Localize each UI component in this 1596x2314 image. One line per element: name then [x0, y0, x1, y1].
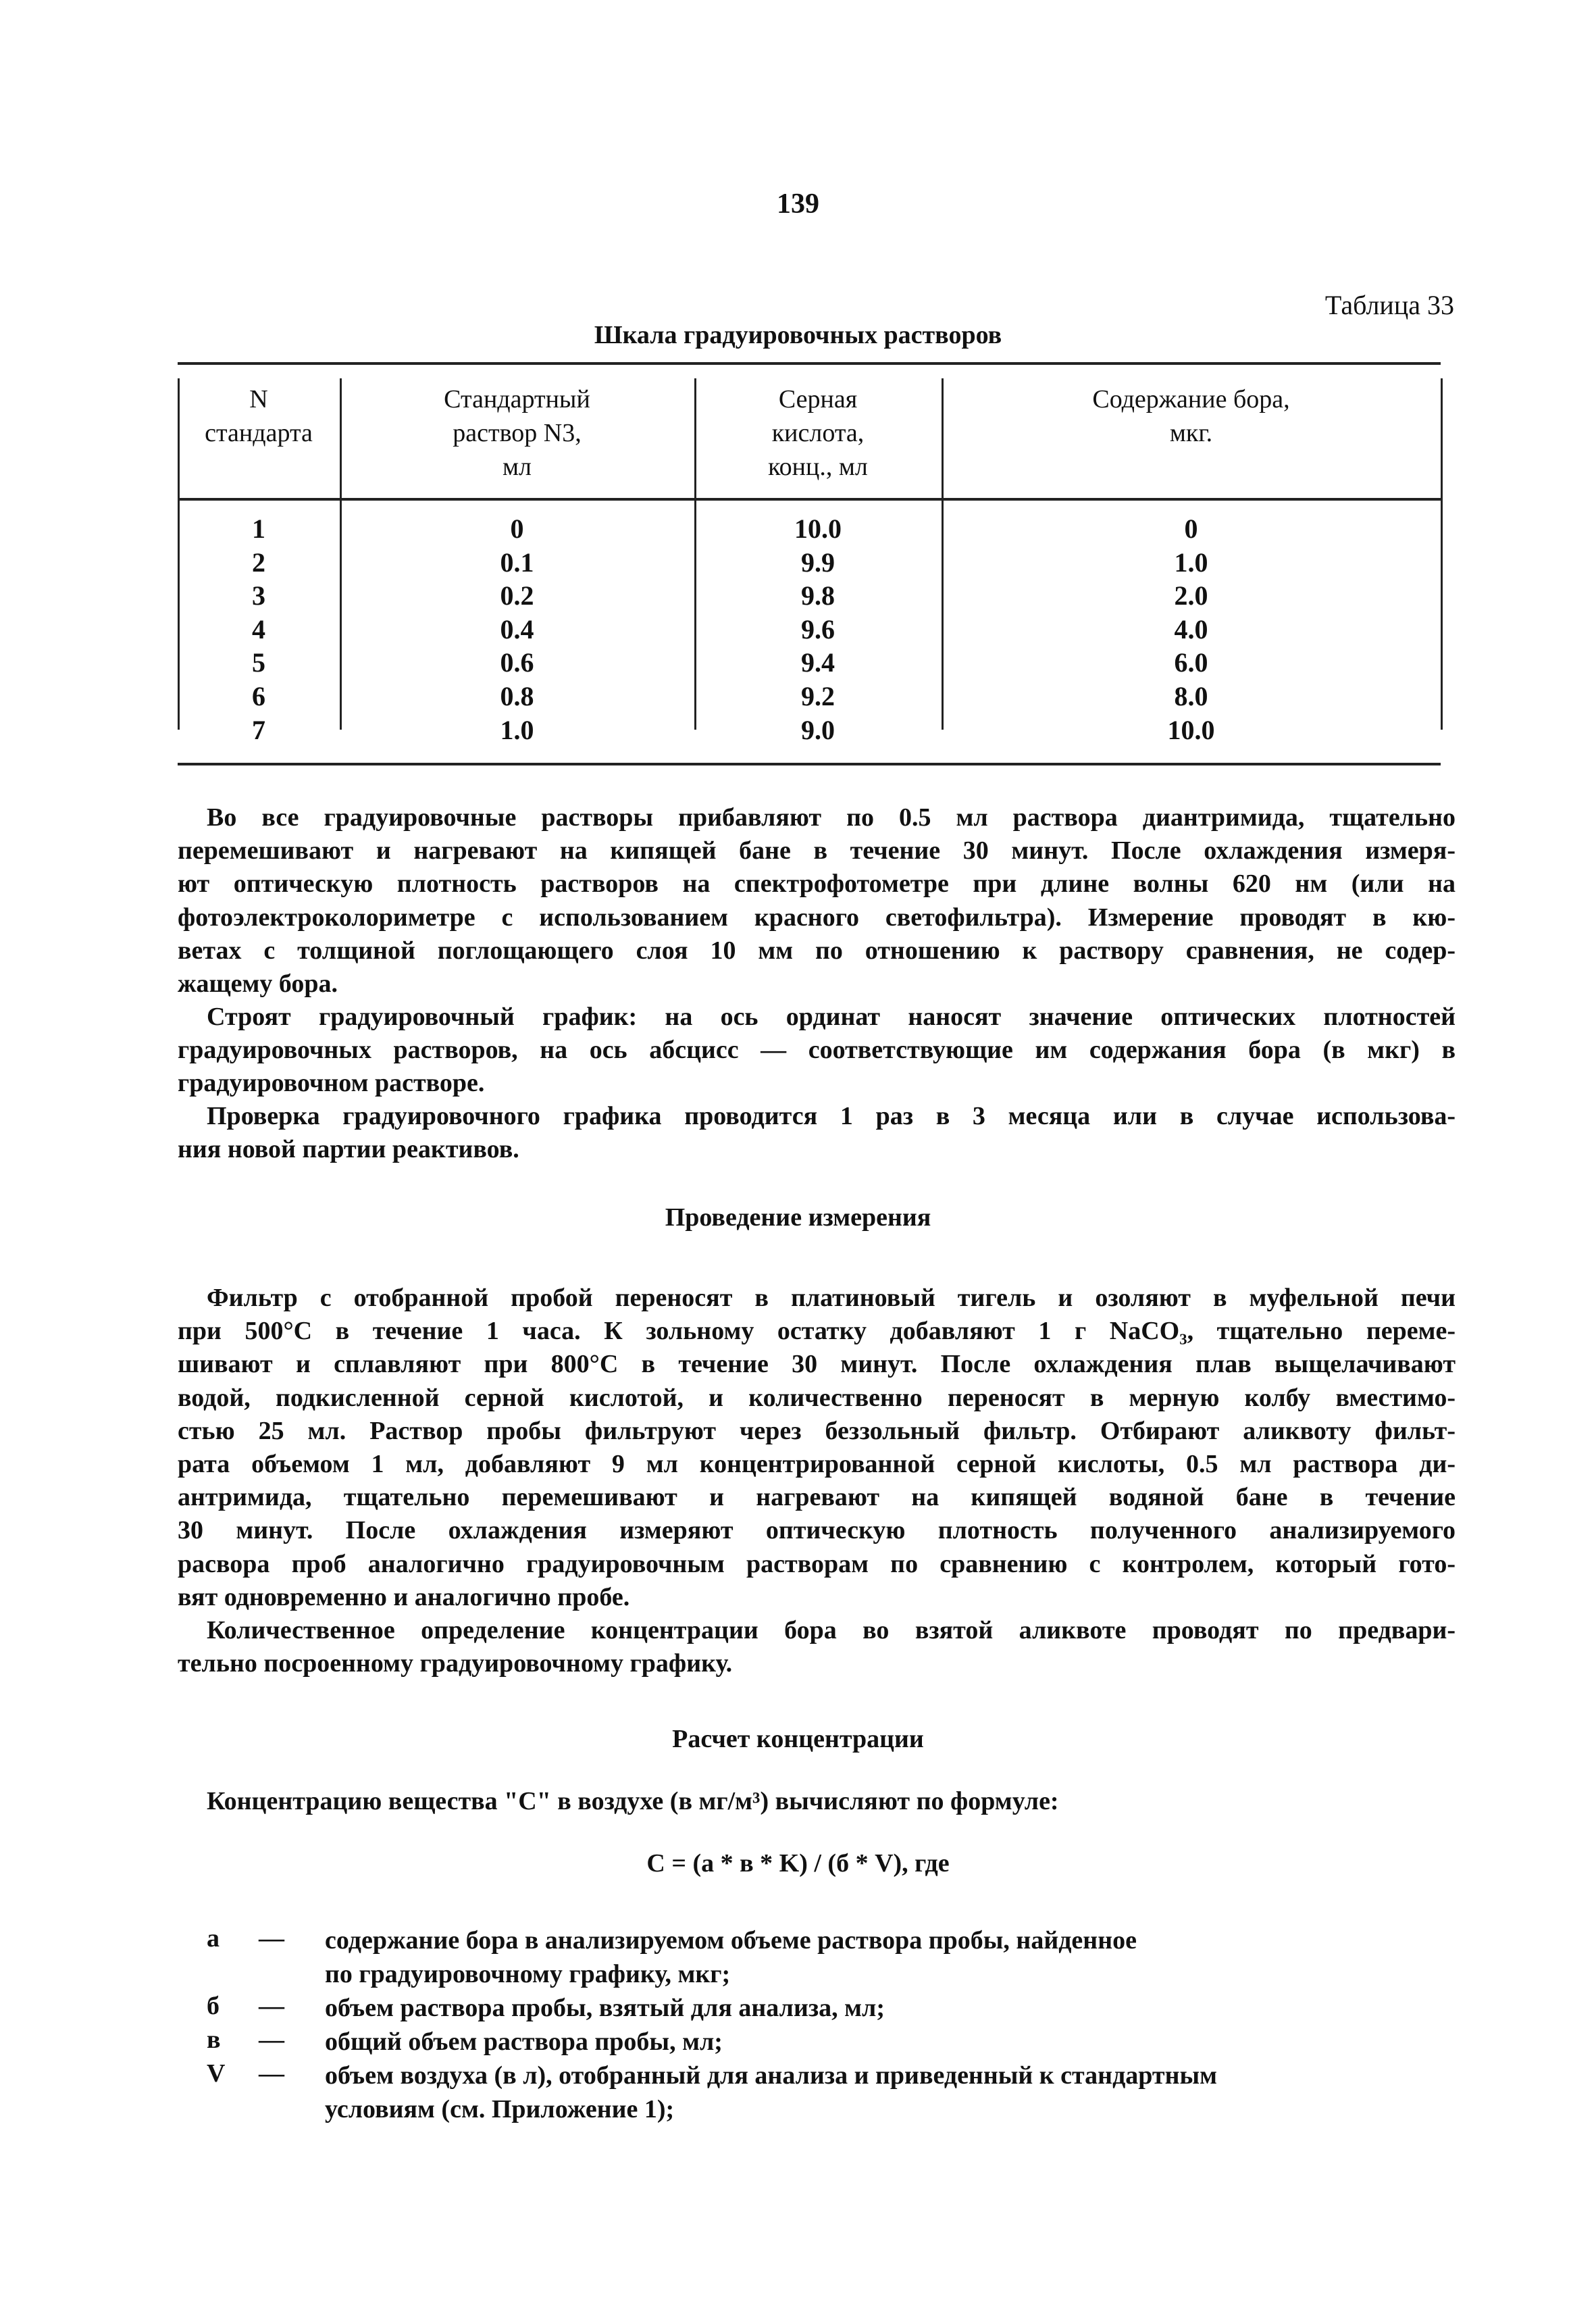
definition-line: объем воздуха (в л), отобранный для анализа и приведенный к стандартным: [325, 2061, 1218, 2090]
table-cell: 0.4: [500, 613, 534, 645]
text-line: при 500°С в течение 1 часа. К зольному остатку добавляют 1 г NaCO₃, тщательно переме-: [178, 1317, 1456, 1346]
definition-item: [207, 2059, 1217, 2126]
text-line: тельно посроенному градуировочному графику.: [178, 1649, 733, 1678]
definition-text: [325, 1923, 1217, 1991]
table-cell: 9.9: [801, 547, 835, 578]
text-line: водой, подкисленной серной кислотой, и количественно переносят в мерную колбу вместимо-: [178, 1383, 1456, 1412]
formula-intro: Концентрацию вещества "C" в воздухе (в мг/м³) вычисляют по формуле:: [207, 1787, 1059, 1815]
text-line: антримида, тщательно перемешивают и нагревают на кипящей водяной бане в течение: [178, 1483, 1456, 1512]
table-rule: [178, 498, 1441, 501]
table-cell: 0: [1184, 513, 1198, 544]
table-cell: 6: [252, 681, 265, 711]
text-line: рата объемом 1 мл, добавляют 9 мл концентрированной серной кислоты, 0.5 мл раствора ди-: [178, 1449, 1456, 1478]
definition-text: [325, 1991, 1217, 2025]
table-cell: 0.2: [500, 580, 534, 611]
table-cell: 7: [252, 714, 265, 745]
table-cell: 0.6: [500, 647, 534, 678]
table-cell: 1: [252, 513, 265, 544]
header-line: Серная: [778, 385, 858, 413]
paragraph: [178, 1614, 1456, 1680]
definition-dash: —: [259, 2026, 284, 2054]
table-caption: Таблица 33: [1324, 290, 1454, 320]
table-cell: 9.0: [801, 714, 835, 745]
definition-dash: —: [259, 1992, 284, 2020]
table-header-cell: [340, 382, 694, 484]
text-line: фотоэлектроколориметре с использованием красного светофильтра). Измерение проводят в кю-: [178, 903, 1456, 932]
definition-term: б: [207, 1992, 220, 2020]
text-line: градуировочных растворов, на ось абсцисс — соответствующие им содержания бора (в мкг) в: [178, 1036, 1456, 1065]
definition-item: [207, 1923, 1217, 1991]
text-line: 30 минут. После охлаждения измеряют оптическую плотность полученного анализируемого: [178, 1516, 1456, 1545]
definition-term: а: [207, 1924, 220, 1953]
text-line: вят одновременно и аналогично пробе.: [178, 1582, 630, 1611]
table-cell: 4.0: [1174, 613, 1208, 645]
definition-line: общий объем раствора пробы, мл;: [325, 2028, 723, 2056]
table-header-cell: [178, 382, 340, 450]
definition-item: [207, 1991, 1217, 2025]
section-heading-calculation: Расчет концентрации: [672, 1725, 924, 1753]
table-rule: [178, 362, 1441, 365]
table-cell: 4: [252, 613, 265, 645]
header-line: Содержание бора,: [1092, 385, 1290, 413]
table-cell: 9.4: [801, 647, 835, 678]
table-cell: 9.8: [801, 580, 835, 611]
text-line: Количественное определение концентрации бора во взятой аликвоте проводят по предвари-: [207, 1616, 1456, 1644]
table-column-divider: [1441, 378, 1443, 730]
paragraph: [178, 1100, 1456, 1166]
table-cell: 0: [510, 513, 524, 544]
definition-dash: —: [259, 2059, 284, 2088]
paragraph: [178, 1001, 1456, 1101]
text-line: ния новой партии реактивов.: [178, 1135, 519, 1164]
text-line: расвора проб аналогично градуировочным растворам по сравнению с контролем, который гото-: [178, 1549, 1456, 1578]
table-cell: 5: [252, 647, 265, 678]
text-line: Во все градуировочные растворы прибавляют по 0.5 мл раствора диантримида, тщательно: [207, 803, 1456, 832]
text-line: стью 25 мл. Раствор пробы фильтруют через беззольный фильтр. Отбирают аликвоту фильт-: [178, 1416, 1456, 1445]
definition-line: содержание бора в анализируемом объеме раствора пробы, найденное: [325, 1926, 1137, 1955]
table-cell: 2: [252, 547, 265, 578]
table-cell: 9.6: [801, 613, 835, 645]
table-cell: 1.0: [500, 714, 534, 745]
table-cell: 10.0: [1167, 714, 1215, 745]
table-cell: 0.8: [500, 681, 534, 711]
table-cell: 6.0: [1174, 647, 1208, 678]
definition-text: [325, 2025, 1217, 2059]
text-line: ют оптическую плотность растворов на спектрофотометре при длине волны 620 нм (или на: [178, 870, 1456, 899]
header-line: N: [249, 385, 268, 413]
definition-line: условиям (см. Приложение 1);: [325, 2095, 675, 2123]
text-line: перемешивают и нагревают на кипящей бане в течение 30 минут. После охлаждения измеря-: [178, 836, 1456, 865]
table-title: Шкала градуировочных растворов: [594, 321, 1002, 349]
table-rule: [178, 763, 1441, 765]
text-line: Фильтр с отобранной пробой переносят в платиновый тигель и озоляют в муфельной печи: [207, 1284, 1456, 1312]
definition-item: [207, 2025, 1217, 2059]
definition-line: объем раствора пробы, взятый для анализа, мл;: [325, 1994, 885, 2022]
section-heading-measurement: Проведение измерения: [665, 1203, 931, 1232]
table-header-cell: [694, 382, 942, 484]
header-line: мл: [502, 453, 532, 481]
table-header-cell: [942, 382, 1441, 450]
formula: C = (а * в * K) / (б * V), где: [646, 1849, 950, 1878]
table-cell: 2.0: [1174, 580, 1208, 611]
definition-line: по градуировочному графику, мкг;: [325, 1960, 731, 1988]
definition-text: [325, 2059, 1217, 2126]
header-line: Стандартный: [444, 385, 590, 413]
table-cell: 0.1: [500, 547, 534, 578]
definitions-list: [207, 1923, 1217, 2126]
header-line: конц., мл: [768, 453, 868, 481]
table-cell: 1.0: [1174, 547, 1208, 578]
table-cell: 8.0: [1174, 681, 1208, 711]
text-line: градуировочном растворе.: [178, 1069, 485, 1098]
page-number: 139: [777, 188, 819, 220]
table-cell: 9.2: [801, 681, 835, 711]
definition-term: в: [207, 2026, 221, 2054]
text-line: шивают и сплавляют при 800°С в течение 30 минут. После охлаждения плав выщелачивают: [178, 1350, 1456, 1379]
definition-term: V: [207, 2059, 226, 2088]
header-line: мкг.: [1169, 419, 1213, 447]
text-line: ветах с толщиной поглощающего слоя 10 мм по отношению к раствору сравнения, не содер-: [178, 936, 1456, 965]
header-line: стандарта: [205, 419, 313, 447]
text-line: Строят градуировочный график: на ось ординат наносят значение оптических плотностей: [207, 1003, 1456, 1031]
paragraph: [178, 1282, 1456, 1614]
text-line: Проверка градуировочного графика проводится 1 раз в 3 месяца или в случае использова-: [207, 1102, 1456, 1130]
definition-dash: —: [259, 1924, 284, 1953]
table-cell: 10.0: [794, 513, 842, 544]
table-cell: 3: [252, 580, 265, 611]
paragraph: [178, 801, 1456, 1001]
header-line: кислота,: [771, 419, 865, 447]
header-line: раствор N3,: [453, 419, 582, 447]
text-line: жащему бора.: [178, 969, 338, 998]
